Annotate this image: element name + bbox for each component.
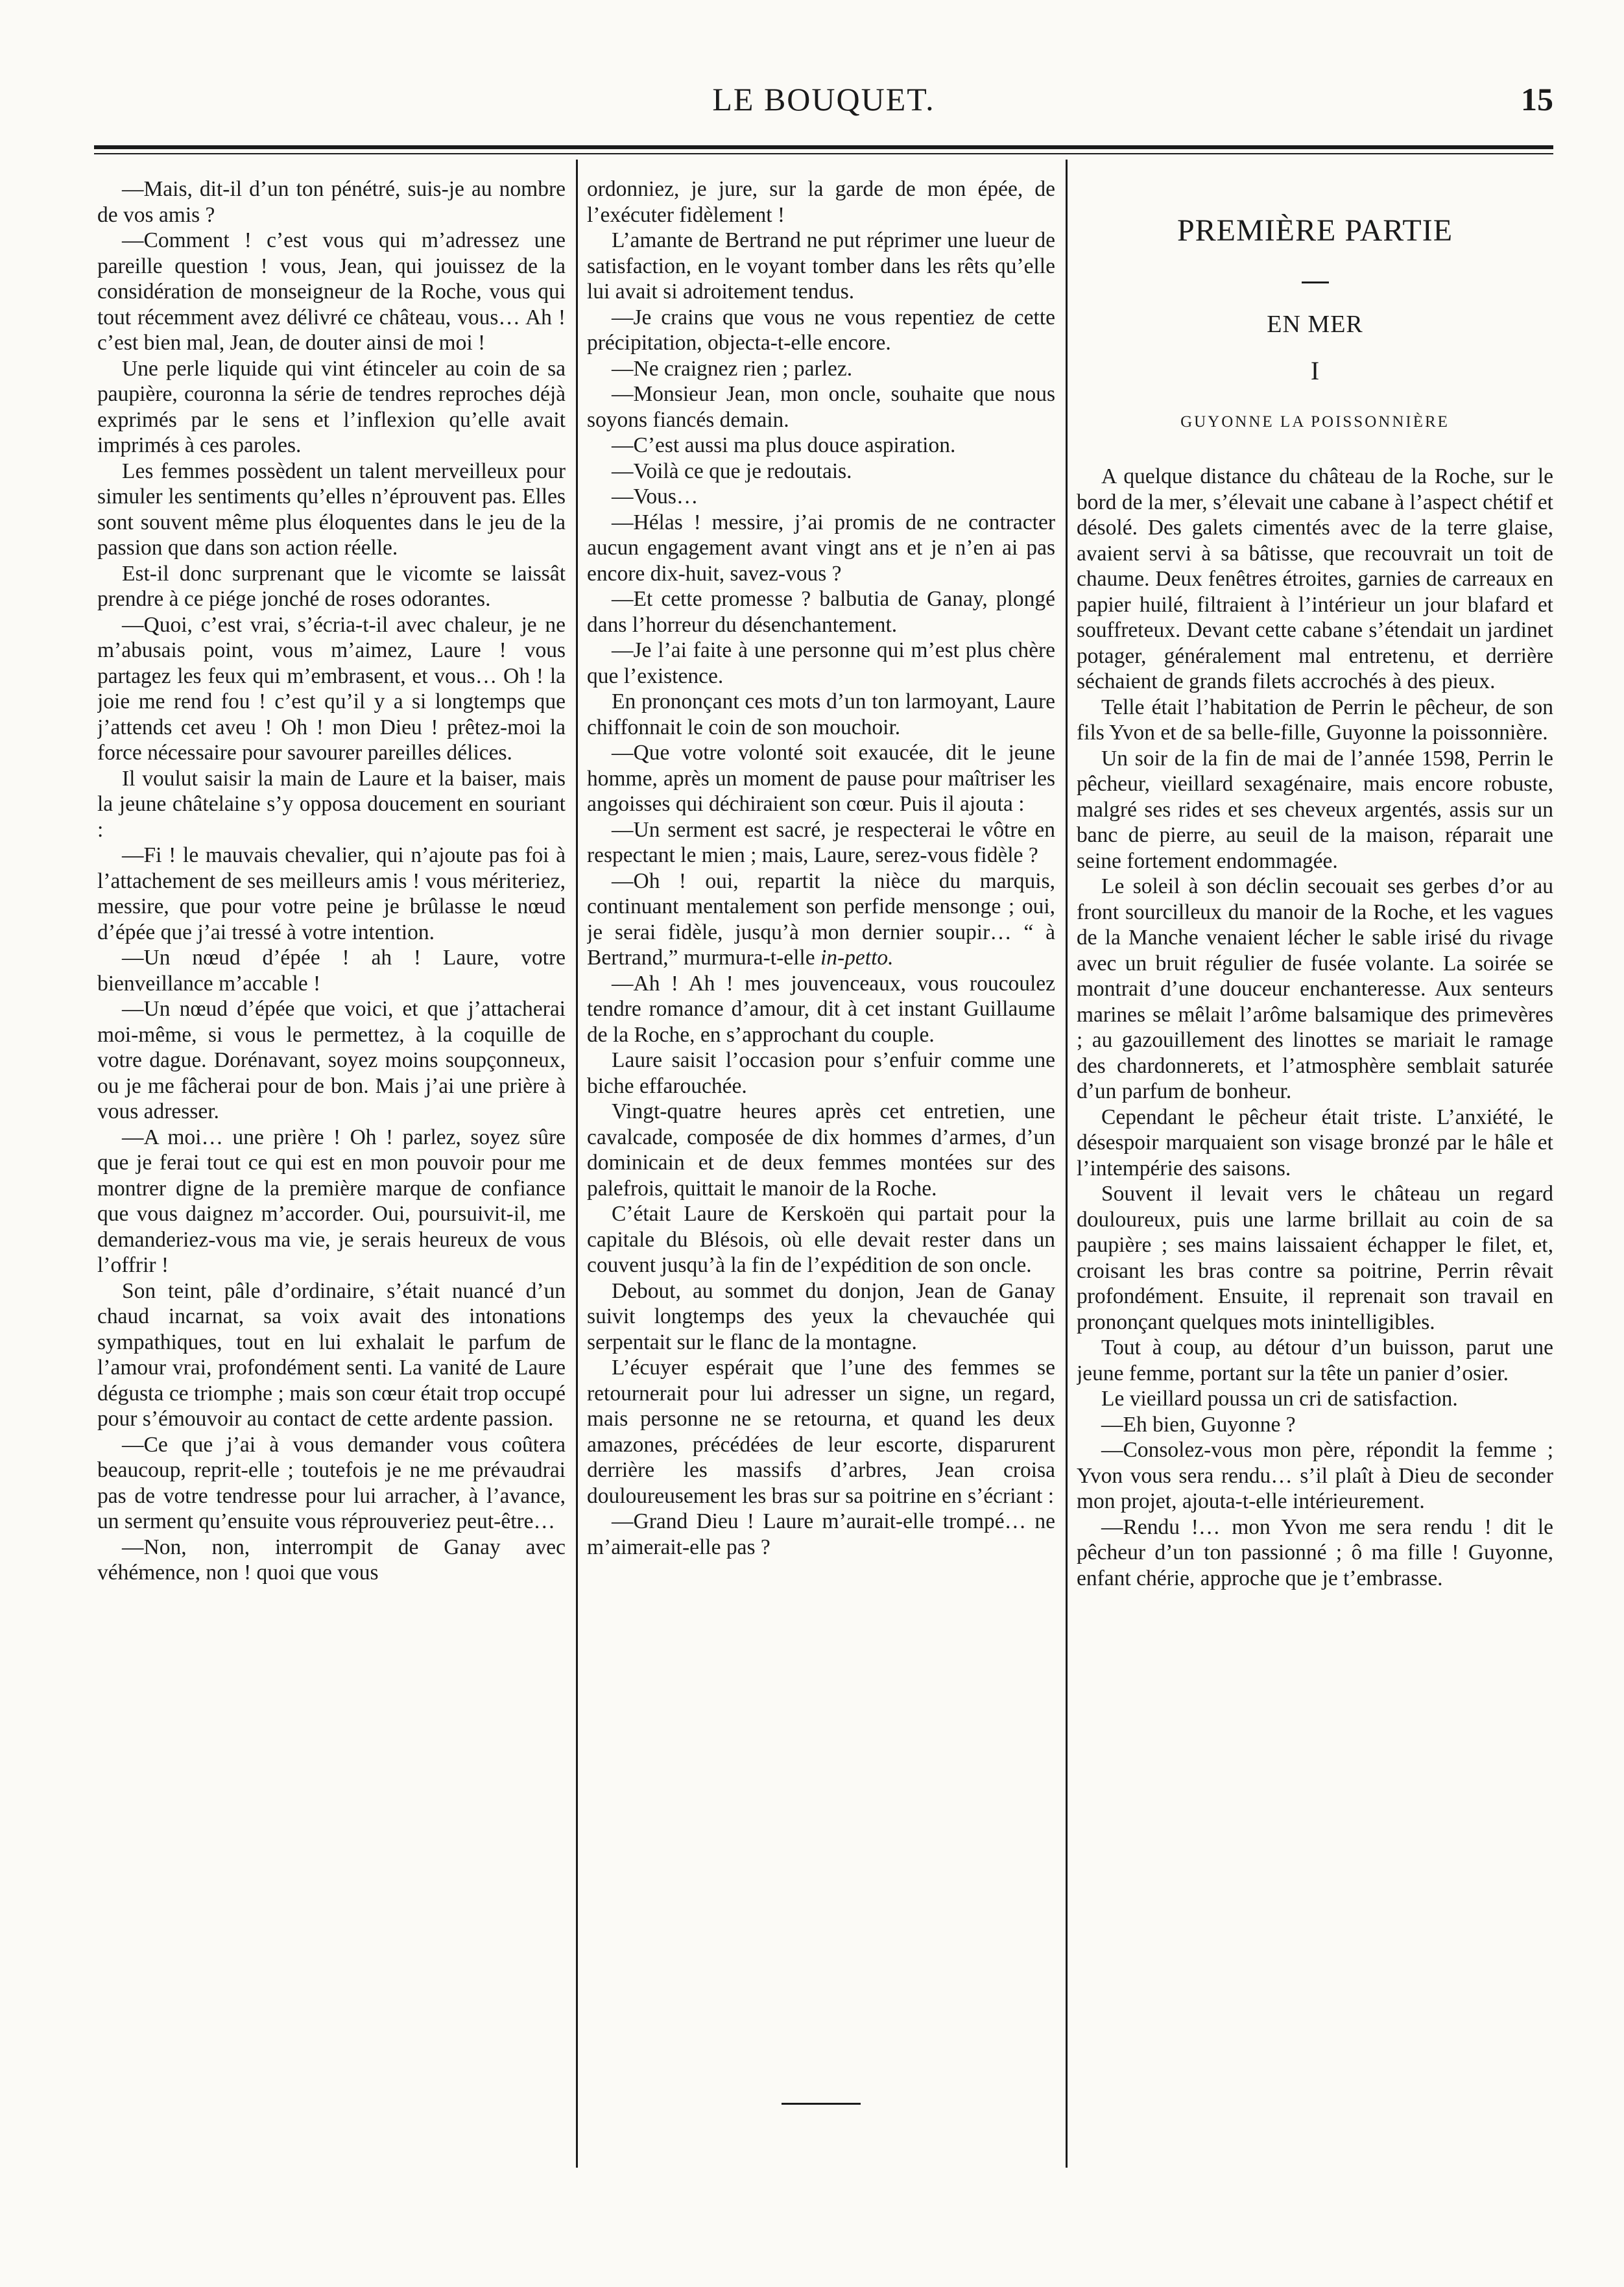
paragraph-text: —Oh ! oui, repartit la nièce du marquis, continuant mentalement son perfide mensonge ; oui, je serai fidèle, jusqu’à mon dernier soupir… “ à Bertrand,” murmura-t-elle xyxy=(587,868,1055,970)
paragraph: Telle était l’habitation de Perrin le pêcheur, de son fils Yvon et de sa belle-fille, Guyonne la poissonnière. xyxy=(1077,695,1553,745)
paragraph: —Ah ! Ah ! mes jouvenceaux, vous roucoulez tendre romance d’amour, dit à cet instant Guillaume de la Roche, en s’approchant du couple. xyxy=(587,971,1055,1047)
paragraph: —Monsieur Jean, mon oncle, souhaite que nous soyons fiancés demain. xyxy=(587,382,1055,432)
paragraph: —Ne craignez rien ; parlez. xyxy=(612,356,853,381)
paragraph: Laure saisit l’occasion pour s’enfuir comme une biche effarouchée. xyxy=(587,1048,1055,1098)
paragraph: A quelque distance du château de la Roche, sur le bord de la mer, s’élevait une cabane à l’aspect chétif et désolé. Des galets cimentés avec de la terre glaise, avaient servi à sa bâtisse, que recouvrait un toit de chaume. Deux fenêtres étroites, garnies de carreaux en papier huilé, filtraient à l’intérieur un jour blafard et souffreteux. Devant cette cabane s’étendait un jardinet potager, généralement mal entretenu, et derrière séchaient de grands filets accrochés à des pieux. xyxy=(1077,464,1553,693)
paragraph: —Vous… xyxy=(612,485,699,509)
paragraph: —Je crains que vous ne vous repentiez de cette précipitation, objecta-t-elle encore. xyxy=(587,305,1055,355)
paragraph: Les femmes possèdent un talent merveilleux pour simuler les sentiments qu’elles n’éprouvent pas. Elles sont souvent même plus éloquentes dans le jeu de la passion que dans son action réelle. xyxy=(97,459,566,560)
page-header xyxy=(94,77,1553,128)
paragraph: Est-il donc surprenant que le vicomte se laissât prendre à ce piége jonché de roses odorantes. xyxy=(97,561,566,611)
paragraph: ordonniez, je jure, sur la garde de mon épée, de l’exécuter fidèlement ! xyxy=(587,177,1055,227)
title-dash xyxy=(1302,281,1329,283)
paragraph: Son teint, pâle d’ordinaire, s’était nuancé d’un chaud incarnat, sa voix avait des intonations sympathiques, tout en lui exhalait le parfum de l’amour vrai, profondément senti. La vanité de Laure dégusta ce triomphe ; mais son cœur était trop occupé pour s’émouvoir au contact de cette ardente passion. xyxy=(97,1278,566,1431)
paragraph: —Grand Dieu ! Laure m’aurait-elle trompé… ne m’aimerait-elle pas ? xyxy=(587,1509,1055,1559)
paragraph: En prononçant ces mots d’un ton larmoyant, Laure chiffonnait le coin de son mouchoir. xyxy=(587,689,1055,739)
paragraph: C’était Laure de Kerskoën qui partait pour la capitale du Blésois, où elle devait rester dans un couvent jusqu’à la fin de l’expédition de son oncle. xyxy=(587,1202,1055,1277)
chapter-title: GUYONNE LA POISSONNIÈRE xyxy=(1180,413,1450,431)
paragraph: L’amante de Bertrand ne put réprimer une lueur de satisfaction, en le voyant tomber dans les rêts qu’elle lui avait si adroitement tendus. xyxy=(587,228,1055,304)
paragraph: Une perle liquide qui vint étinceler au coin de sa paupière, couronna la série de tendres reproches déjà exprimés par le sens et l’inflexion qu’elle avait imprimés à ces paroles. xyxy=(97,356,566,457)
paragraph: —Comment ! c’est vous qui m’adressez une pareille question ! vous, Jean, qui jouissez de la considération de monseigneur de la Roche, vous qui tout récemment avez délivré ce château, vous… Ah ! c’est bien mal, Jean, de douter ainsi de moi ! xyxy=(97,228,566,355)
paragraph: —Voilà ce que je redoutais. xyxy=(612,459,852,483)
paragraph: —Un nœud d’épée que voici, et que j’attacherai moi-même, si vous le permettez, à la coquille de votre dague. Dorénavant, soyez moins soupçonneux, ou je me fâcherai pour de bon. Mais j’ai une prière à vous adresser. xyxy=(97,997,566,1123)
paragraph: Tout à coup, au détour d’un buisson, parut une jeune femme, portant sur la tête un panier d’osier. xyxy=(1077,1335,1553,1385)
paragraph: Vingt-quatre heures après cet entretien, une cavalcade, composée de dix hommes d’armes, d’un dominicain et de deux femmes montées sur des palefrois, quittait le manoir de la Roche. xyxy=(587,1099,1055,1201)
italic-phrase: in-petto. xyxy=(820,946,894,970)
paragraph: —Quoi, c’est vrai, s’écria-t-il avec chaleur, je ne m’abusais point, vous m’aimez, Laure ! vous partagez les feux qui m’embrasent, et vous… Oh ! la joie me rend fou ! c’est qu’il y a si longtemps que j’attends cet aveu ! Oh ! mon Dieu ! prêtez-moi la force nécessaire pour savourer pareilles délices. xyxy=(97,612,566,765)
paragraph: —Ce que j’ai à vous demander vous coûtera beaucoup, reprit-elle ; toutefois je ne me prévaudrai pas de votre tendresse pour lui arracher, à l’avance, un serment qu’ensuite vous réprouveriez peut-être… xyxy=(97,1432,566,1533)
paragraph: Cependant le pêcheur était triste. L’anxiété, le désespoir marquaient son visage bronzé par le hâle et l’intempérie des saisons. xyxy=(1077,1105,1553,1180)
text-column-2 xyxy=(587,176,1055,2168)
header-rule-thick xyxy=(94,145,1553,149)
paragraph: Debout, au sommet du donjon, Jean de Ganay suivit longtemps des yeux la chevauchée qui serpentait sur le flanc de la montagne. xyxy=(587,1278,1055,1354)
paragraph: —Consolez-vous mon père, répondit la femme ; Yvon vous sera rendu… s’il plaît à Dieu de seconder mon projet, ajouta-t-elle intérieurement. xyxy=(1077,1438,1553,1513)
paragraph: —Rendu !… mon Yvon me sera rendu ! dit le pêcheur d’un ton passionné ; ô ma fille ! Guyonne, enfant chérie, approche que je t’embrasse. xyxy=(1077,1515,1553,1590)
paragraph: Souvent il levait vers le château un regard douloureux, puis une larme brillait au coin de sa paupière ; ses mains laissaient échapper le filet, et, croisant les bras contre sa poitrine, Perrin rêvait profondément. Ensuite, il reprenait son travail en prononçant quelques mots inintelligibles. xyxy=(1077,1182,1553,1334)
header-rule-thin xyxy=(94,153,1553,154)
paragraph: Le soleil à son déclin secouait ses gerbes d’or au front sourcilleux du manoir de la Roche, et les vagues de la Manche venaient lécher le sable irisé du rivage avec un bruit régulier de fusée volante. La soirée se montrait d’une douceur enchanteresse. Aux senteurs marines se mêlait l’arôme balsamique des primevères ; au gazouillement des linottes se mariait le ramage des chardonnerets, et l’atmosphère semblait saturée d’un parfum de bonheur. xyxy=(1077,874,1553,1103)
paragraph: —Que votre volonté soit exaucée, dit le jeune homme, après un moment de pause pour maîtriser les angoisses qui déchiraient son cœur. Puis il ajouta : xyxy=(587,741,1055,816)
paragraph: Il voulut saisir la main de Laure et la baiser, mais la jeune châtelaine s’y opposa doucement en souriant : xyxy=(97,766,566,842)
paragraph: —Je l’ai faite à une personne qui m’est plus chère que l’existence. xyxy=(587,638,1055,688)
section-end-rule xyxy=(782,2103,861,2105)
column-divider-left xyxy=(576,160,578,2168)
paragraph: Un soir de la fin de mai de l’année 1598, Perrin le pêcheur, vieillard sexagénaire, mais encore robuste, malgré ses rides et ses cheveux argentés, assis sur un banc de pierre, au seuil de la maison, réparait une seine fortement endommagée. xyxy=(1077,746,1553,873)
page-number: 15 xyxy=(1521,81,1553,117)
paragraph: Le vieillard poussa un cri de satisfaction. xyxy=(1101,1387,1458,1411)
section-title: EN MER xyxy=(1267,311,1363,338)
paragraph: —Fi ! le mauvais chevalier, qui n’ajoute pas foi à l’attachement de ses meilleurs amis ! vous mériteriez, messire, que pour votre peine je brûlasse le nœud d’épée que j’ai tressé à votre intention. xyxy=(97,843,566,944)
paragraph: —C’est aussi ma plus douce aspiration. xyxy=(612,433,956,457)
publication-title: LE BOUQUET. xyxy=(712,81,935,117)
paragraph xyxy=(587,868,1055,971)
text-column-1 xyxy=(97,176,566,2168)
paragraph: —Un serment est sacré, je respecterai le vôtre en respectant le mien ; mais, Laure, serez-vous fidèle ? xyxy=(587,817,1055,867)
paragraph: —Eh bien, Guyonne ? xyxy=(1101,1412,1296,1437)
paragraph: L’écuyer espérait que l’une des femmes se retournerait pour lui adresser un signe, un regard, mais personne ne se retourna, et quand les deux amazones, précédées de leur escorte, disparurent derrière les massifs d’arbres, Jean croisa douloureusement les bras sur sa poitrine en s’écriant : xyxy=(587,1356,1055,1508)
part-title: PREMIÈRE PARTIE xyxy=(1176,213,1453,248)
column-divider-right xyxy=(1066,160,1068,2168)
paragraph: —Hélas ! messire, j’ai promis de ne contracter aucun engagement avant vingt ans et je n’en ai pas encore dix-huit, savez-vous ? xyxy=(587,510,1055,586)
paragraph: —Non, non, interrompit de Ganay avec véhémence, non ! quoi que vous xyxy=(97,1535,566,1585)
paragraph: —A moi… une prière ! Oh ! parlez, soyez sûre que je ferai tout ce qui est en mon pouvoir pour me montrer digne de la première marque de confiance que vous daignez m’accorder. Oui, poursuivit-il, me demanderiez-vous ma vie, je serais heureux de vous l’offrir ! xyxy=(97,1125,566,1277)
paragraph: —Mais, dit-il d’un ton pénétré, suis-je au nombre de vos amis ? xyxy=(97,177,566,227)
chapter-numeral: I xyxy=(1310,356,1320,385)
paragraph: —Et cette promesse ? balbutia de Ganay, plongé dans l’horreur du désenchantement. xyxy=(587,587,1055,637)
paragraph: —Un nœud d’épée ! ah ! Laure, votre bienveillance m’accable ! xyxy=(97,946,566,996)
text-column-3 xyxy=(1077,176,1553,2168)
